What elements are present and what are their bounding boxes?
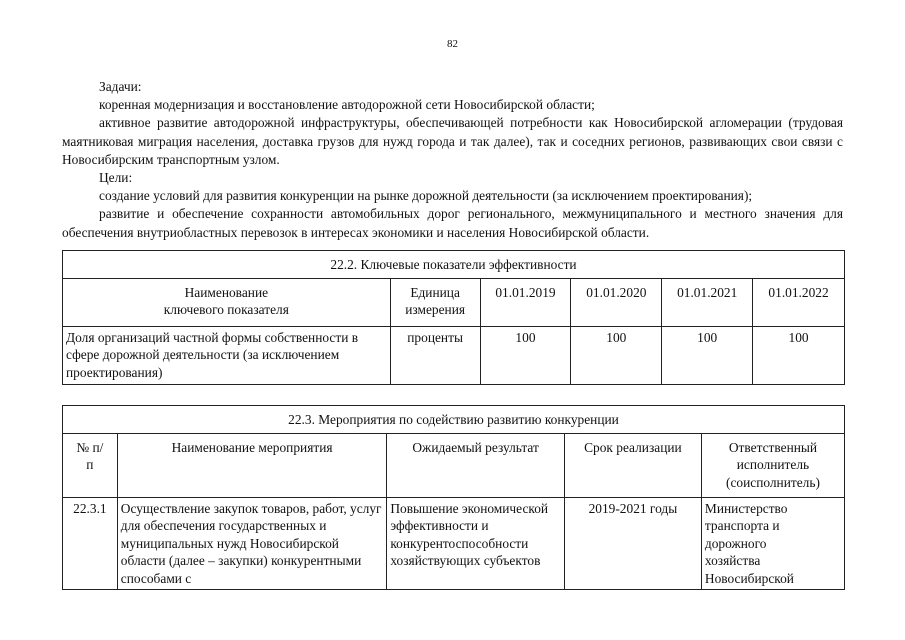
measures-header-term: Срок реализации: [564, 433, 701, 497]
tasks-heading: Задачи:: [99, 79, 142, 94]
table-row: [63, 497, 845, 590]
measures-header-executor: Ответственный исполнитель (соисполнитель): [701, 433, 844, 497]
kpi-indicator-name: Доля организаций частной формы собственности в сфере дорожной деятельности (за исключением проектирования): [63, 326, 391, 384]
task-item-1: коренная модернизация и восстановление автодорожной сети Новосибирской области;: [99, 97, 595, 113]
measures-table: [62, 405, 845, 590]
kpi-value-2021: 100: [662, 326, 753, 384]
kpi-header-name: Наименование ключевого показателя: [63, 278, 391, 326]
task-item-2: активное развитие автодорожной инфраструктуры, обеспечивающей потребности как Новосибирской агломерации (трудовая маятниковая миграция населения, доставка грузов для нужд города и так далее), так и соседних регионов, развивающих свои связи с Новосибирским транспортным узлом.: [62, 115, 843, 167]
intro-text: [62, 78, 843, 242]
measures-header-name: Наименование мероприятия: [117, 433, 387, 497]
kpi-unit-value: проценты: [390, 326, 480, 384]
kpi-table: [62, 250, 845, 385]
measures-header-result: Ожидаемый результат: [387, 433, 565, 497]
measure-name: Осуществление закупок товаров, работ, услуг для обеспечения государственных и муниципальных нужд Новосибирской области (далее – закупки) конкурентными способами с: [117, 497, 387, 590]
measure-result: Повышение экономической эффективности и конкурентоспособности хозяйствующих субъектов: [387, 497, 565, 590]
goal-item-2: развитие и обеспечение сохранности автомобильных дорог регионального, межмуниципального и местного значения для обеспечения внутриобластных перевозок в интересах экономики и населения Новосибирской области.: [62, 206, 843, 240]
goal-item-1: создание условий для развития конкуренции на рынке дорожной деятельности (за исключением проектирования);: [99, 188, 753, 204]
measure-term: 2019-2021 годы: [564, 497, 701, 590]
kpi-value-2022: 100: [753, 326, 845, 384]
kpi-header-2020: 01.01.2020: [571, 278, 662, 326]
table-row: [63, 326, 845, 384]
measure-executor: Министерство транспорта и дорожного хозяйства Новосибирской: [701, 497, 844, 590]
kpi-table-caption: 22.2. Ключевые показатели эффективности: [63, 251, 845, 279]
kpi-header-2021: 01.01.2021: [662, 278, 753, 326]
kpi-header-2019: 01.01.2019: [480, 278, 571, 326]
measure-number: 22.3.1: [63, 497, 118, 590]
kpi-value-2020: 100: [571, 326, 662, 384]
goals-heading: Цели:: [99, 170, 133, 186]
kpi-header-unit: Единица измерения: [390, 278, 480, 326]
page-number: 82: [447, 38, 458, 50]
measures-table-caption: 22.3. Мероприятия по содействию развитию конкуренции: [63, 406, 845, 434]
measures-header-number: № п/п: [63, 433, 118, 497]
kpi-header-2022: 01.01.2022: [753, 278, 845, 326]
kpi-value-2019: 100: [480, 326, 571, 384]
